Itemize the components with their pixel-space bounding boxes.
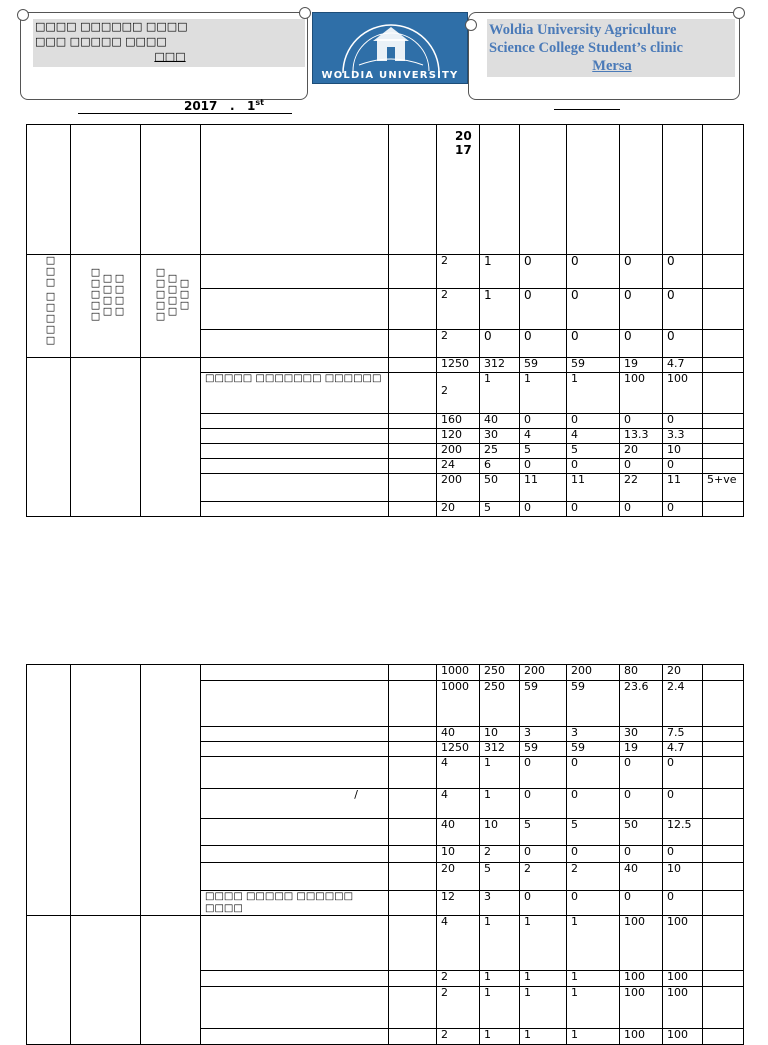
table-cell: 1250 bbox=[437, 358, 480, 373]
table-cell: 0 bbox=[663, 757, 703, 789]
table-cell: 312 bbox=[480, 358, 520, 373]
table-cell: 160 bbox=[437, 414, 480, 429]
table-cell: 19 bbox=[620, 742, 663, 757]
report-date-separator: . bbox=[229, 99, 235, 113]
row-label: □□□□□ □□□□□□□ □□□□□□ bbox=[201, 373, 389, 414]
table-cell: 0 bbox=[620, 459, 663, 474]
scroll-curl-icon bbox=[17, 9, 29, 21]
table-cell: 4 bbox=[437, 789, 480, 819]
table-cell: 2 bbox=[520, 863, 567, 891]
table-cell: 10 bbox=[480, 819, 520, 846]
table-cell: 120 bbox=[437, 429, 480, 444]
table-cell: 4 bbox=[567, 429, 620, 444]
table-cell: 1 bbox=[567, 971, 620, 987]
table-cell bbox=[703, 414, 744, 429]
table-cell: 6 bbox=[480, 459, 520, 474]
table-cell: 0 bbox=[520, 414, 567, 429]
table-cell: 59 bbox=[567, 742, 620, 757]
table-cell bbox=[703, 373, 744, 414]
table-cell: 25 bbox=[480, 444, 520, 459]
table-cell: 5+ve bbox=[703, 474, 744, 502]
header-right-text bbox=[487, 19, 735, 77]
table-cell: 0 bbox=[567, 846, 620, 863]
row-label bbox=[201, 444, 389, 459]
table-cell: 0 bbox=[620, 414, 663, 429]
header-left-line-2: □□□ □□□□□ □□□□ bbox=[35, 35, 167, 48]
table-cell: 1 bbox=[480, 757, 520, 789]
table-cell: 3 bbox=[567, 727, 620, 742]
row-label bbox=[201, 971, 389, 987]
header-left-text bbox=[33, 19, 305, 67]
table-cell: 40 bbox=[437, 819, 480, 846]
table-cell: 2 bbox=[437, 1029, 480, 1045]
table-cell: 100 bbox=[663, 1029, 703, 1045]
table-cell: 4 bbox=[520, 429, 567, 444]
table-cell bbox=[703, 444, 744, 459]
table-cell: 24 bbox=[437, 459, 480, 474]
table-cell: 0 bbox=[520, 891, 567, 916]
table-cell: 1 bbox=[480, 971, 520, 987]
row-label: / bbox=[201, 789, 389, 819]
clinic-title-line-1: Woldia University Agriculture bbox=[489, 22, 677, 38]
row-label bbox=[201, 502, 389, 517]
table-cell: 1 bbox=[480, 987, 520, 1029]
table-cell: 0 bbox=[663, 255, 703, 289]
table-cell: 0 bbox=[520, 459, 567, 474]
table-cell bbox=[703, 502, 744, 517]
table-cell: 1 bbox=[520, 987, 567, 1029]
table-cell: 0 bbox=[520, 289, 567, 330]
table-cell: 5 bbox=[520, 819, 567, 846]
header-left-banner bbox=[20, 12, 308, 100]
table-cell bbox=[703, 681, 744, 727]
table-cell: 10 bbox=[480, 727, 520, 742]
report-date bbox=[78, 96, 292, 114]
table-cell: 0 bbox=[620, 789, 663, 819]
row-label bbox=[201, 916, 389, 971]
table-cell bbox=[703, 665, 744, 681]
row-label bbox=[201, 1029, 389, 1045]
table-cell: 2 bbox=[480, 846, 520, 863]
row-label: □□□□ □□□□□ □□□□□□ □□□□ bbox=[201, 891, 389, 916]
table-cell: 20 bbox=[620, 444, 663, 459]
table-cell: 13.3 bbox=[620, 429, 663, 444]
row-label bbox=[201, 863, 389, 891]
report-table-2 bbox=[26, 664, 744, 1045]
table-cell: 1 bbox=[480, 789, 520, 819]
table-cell: 0 bbox=[567, 502, 620, 517]
table-cell: 0 bbox=[663, 846, 703, 863]
table-cell: 1 bbox=[567, 1029, 620, 1045]
table-cell: 12.5 bbox=[663, 819, 703, 846]
table-cell: 1 bbox=[480, 373, 520, 414]
table-cell bbox=[703, 255, 744, 289]
group-label-1: □□□□□ □□□ bbox=[44, 255, 56, 347]
header-right-banner bbox=[468, 12, 740, 100]
table-row bbox=[27, 916, 744, 971]
table-cell: 100 bbox=[663, 971, 703, 987]
table-cell: 0 bbox=[663, 789, 703, 819]
clinic-title-line-2: Science College Student’s clinic bbox=[489, 40, 683, 56]
table-cell: 1 bbox=[567, 373, 620, 414]
table-row bbox=[27, 665, 744, 681]
report-table-1 bbox=[26, 124, 744, 517]
scroll-curl-icon bbox=[299, 7, 311, 19]
table-cell: 100 bbox=[620, 373, 663, 414]
table-cell: 40 bbox=[437, 727, 480, 742]
table-cell: 2 bbox=[437, 373, 480, 414]
group-label-3: □□□□□ □□□□ □□□ bbox=[154, 267, 190, 323]
table-cell bbox=[703, 789, 744, 819]
table-cell: 10 bbox=[663, 863, 703, 891]
table-cell: 0 bbox=[663, 289, 703, 330]
table-cell: 0 bbox=[567, 330, 620, 358]
table-cell: 0 bbox=[567, 459, 620, 474]
table-cell: 0 bbox=[520, 330, 567, 358]
table-cell: 4.7 bbox=[663, 358, 703, 373]
table-cell: 11 bbox=[567, 474, 620, 502]
table-cell: 0 bbox=[663, 502, 703, 517]
table-cell: 50 bbox=[620, 819, 663, 846]
table-cell: 1 bbox=[567, 916, 620, 971]
table-cell: 5 bbox=[480, 502, 520, 517]
logo-text: WOLDIA UNIVERSITY bbox=[321, 70, 459, 81]
table-cell: 0 bbox=[520, 789, 567, 819]
table-cell bbox=[703, 863, 744, 891]
table-cell: 19 bbox=[620, 358, 663, 373]
table-cell: 0 bbox=[620, 330, 663, 358]
row-label bbox=[201, 429, 389, 444]
table-cell bbox=[703, 987, 744, 1029]
table-cell: 1 bbox=[520, 916, 567, 971]
header-year: 20 17 bbox=[437, 125, 480, 255]
scroll-curl-icon bbox=[733, 7, 745, 19]
table-cell: 5 bbox=[520, 444, 567, 459]
table-cell: 3 bbox=[480, 891, 520, 916]
table-cell: 0 bbox=[520, 255, 567, 289]
table-cell: 5 bbox=[480, 863, 520, 891]
table-cell: 200 bbox=[567, 665, 620, 681]
table-cell: 22 bbox=[620, 474, 663, 502]
table-cell bbox=[703, 846, 744, 863]
table-cell: 200 bbox=[520, 665, 567, 681]
table-cell: 0 bbox=[567, 891, 620, 916]
row-label bbox=[201, 414, 389, 429]
table-cell: 59 bbox=[520, 681, 567, 727]
table-cell: 0 bbox=[567, 789, 620, 819]
table-cell: 0 bbox=[520, 846, 567, 863]
report-period-suffix: st bbox=[255, 98, 264, 107]
table-cell: 4 bbox=[437, 757, 480, 789]
table-cell: 0 bbox=[663, 891, 703, 916]
table-cell: 20 bbox=[437, 863, 480, 891]
table-cell: 59 bbox=[567, 358, 620, 373]
row-label bbox=[201, 757, 389, 789]
table-cell: 200 bbox=[437, 474, 480, 502]
table-cell: 0 bbox=[567, 757, 620, 789]
table-cell: 30 bbox=[480, 429, 520, 444]
table-cell: 0 bbox=[620, 502, 663, 517]
table-cell: 1 bbox=[480, 289, 520, 330]
table-cell bbox=[703, 891, 744, 916]
group-label-2: □□□□□ □□□□ □□□□ bbox=[89, 267, 125, 323]
table-cell: 250 bbox=[480, 681, 520, 727]
table-cell: 0 bbox=[567, 414, 620, 429]
table-cell: 0 bbox=[620, 289, 663, 330]
table-cell: 0 bbox=[663, 414, 703, 429]
table-cell: 0 bbox=[620, 846, 663, 863]
table-cell: 1250 bbox=[437, 742, 480, 757]
table-cell: 250 bbox=[480, 665, 520, 681]
table-cell: 30 bbox=[620, 727, 663, 742]
table-cell: 1 bbox=[480, 916, 520, 971]
table-cell: 23.6 bbox=[620, 681, 663, 727]
table-cell: 11 bbox=[663, 474, 703, 502]
table-cell: 0 bbox=[567, 255, 620, 289]
table-cell: 5 bbox=[567, 819, 620, 846]
header-left-center: □□□ bbox=[154, 50, 186, 63]
table-cell: 0 bbox=[520, 757, 567, 789]
table-cell: 0 bbox=[620, 255, 663, 289]
table-cell bbox=[703, 727, 744, 742]
table-cell: 2 bbox=[437, 289, 480, 330]
row-label bbox=[201, 727, 389, 742]
clinic-location: Mersa bbox=[592, 58, 632, 74]
table-cell bbox=[703, 429, 744, 444]
table-cell: 0 bbox=[620, 757, 663, 789]
table-cell: 40 bbox=[480, 414, 520, 429]
table-cell: 0 bbox=[480, 330, 520, 358]
table-cell: 1 bbox=[480, 255, 520, 289]
table-cell: 10 bbox=[663, 444, 703, 459]
table-cell: 1 bbox=[520, 971, 567, 987]
table-cell: 59 bbox=[520, 742, 567, 757]
table-cell bbox=[703, 289, 744, 330]
table-cell: 100 bbox=[663, 987, 703, 1029]
table-cell: 1 bbox=[520, 1029, 567, 1045]
row-label bbox=[201, 846, 389, 863]
table-cell: 0 bbox=[663, 330, 703, 358]
table-cell: 40 bbox=[620, 863, 663, 891]
row-label bbox=[201, 358, 389, 373]
table-cell bbox=[703, 330, 744, 358]
table-cell: 3.3 bbox=[663, 429, 703, 444]
table-cell: 59 bbox=[520, 358, 567, 373]
row-label bbox=[201, 459, 389, 474]
row-label bbox=[201, 987, 389, 1029]
table-cell: 0 bbox=[620, 891, 663, 916]
university-logo bbox=[312, 12, 468, 84]
table-cell: 2 bbox=[567, 863, 620, 891]
table-cell bbox=[703, 757, 744, 789]
table-cell: 0 bbox=[663, 459, 703, 474]
table-cell: 1 bbox=[480, 1029, 520, 1045]
table-cell: 100 bbox=[663, 373, 703, 414]
table-cell: 2 bbox=[437, 971, 480, 987]
report-period: 1 bbox=[247, 99, 256, 113]
table-cell: 50 bbox=[480, 474, 520, 502]
table-cell: 1 bbox=[567, 987, 620, 1029]
table-cell: 20 bbox=[437, 502, 480, 517]
table-cell bbox=[703, 1029, 744, 1045]
table-cell: 4 bbox=[437, 916, 480, 971]
table-cell bbox=[703, 459, 744, 474]
table-row bbox=[27, 255, 744, 289]
table-cell: 4.7 bbox=[663, 742, 703, 757]
table-header-row bbox=[27, 125, 744, 255]
table-cell: 7.5 bbox=[663, 727, 703, 742]
table-cell: 0 bbox=[520, 502, 567, 517]
table-cell: 3 bbox=[520, 727, 567, 742]
table-cell: 5 bbox=[567, 444, 620, 459]
table-cell: 2 bbox=[437, 987, 480, 1029]
table-cell: 59 bbox=[567, 681, 620, 727]
table-cell bbox=[703, 819, 744, 846]
table-cell: 2.4 bbox=[663, 681, 703, 727]
table-cell: 1 bbox=[520, 373, 567, 414]
row-label bbox=[201, 742, 389, 757]
table-cell: 100 bbox=[620, 987, 663, 1029]
table-cell bbox=[703, 742, 744, 757]
table-cell: 200 bbox=[437, 444, 480, 459]
table-cell: 2 bbox=[437, 330, 480, 358]
table-cell bbox=[703, 971, 744, 987]
row-label bbox=[201, 681, 389, 727]
table-cell: 2 bbox=[437, 255, 480, 289]
table-cell bbox=[703, 916, 744, 971]
table-row bbox=[27, 358, 744, 373]
table-cell: 80 bbox=[620, 665, 663, 681]
table-cell: 10 bbox=[437, 846, 480, 863]
table-cell: 1000 bbox=[437, 665, 480, 681]
table-cell: 100 bbox=[620, 971, 663, 987]
table-cell: 0 bbox=[567, 289, 620, 330]
table-cell: 100 bbox=[620, 1029, 663, 1045]
table-cell: 12 bbox=[437, 891, 480, 916]
report-year: 2017 bbox=[183, 99, 218, 113]
table-cell: 1000 bbox=[437, 681, 480, 727]
row-label bbox=[201, 665, 389, 681]
table-cell: 100 bbox=[663, 916, 703, 971]
table-cell bbox=[703, 358, 744, 373]
table-cell: 20 bbox=[663, 665, 703, 681]
row-label bbox=[201, 819, 389, 846]
signature-line bbox=[554, 109, 620, 110]
row-label bbox=[201, 474, 389, 502]
scroll-curl-icon bbox=[465, 19, 477, 31]
table-cell: 100 bbox=[620, 916, 663, 971]
table-cell: 11 bbox=[520, 474, 567, 502]
header-left-line-1: □□□□ □□□□□□ □□□□ bbox=[35, 20, 188, 33]
table-cell: 312 bbox=[480, 742, 520, 757]
